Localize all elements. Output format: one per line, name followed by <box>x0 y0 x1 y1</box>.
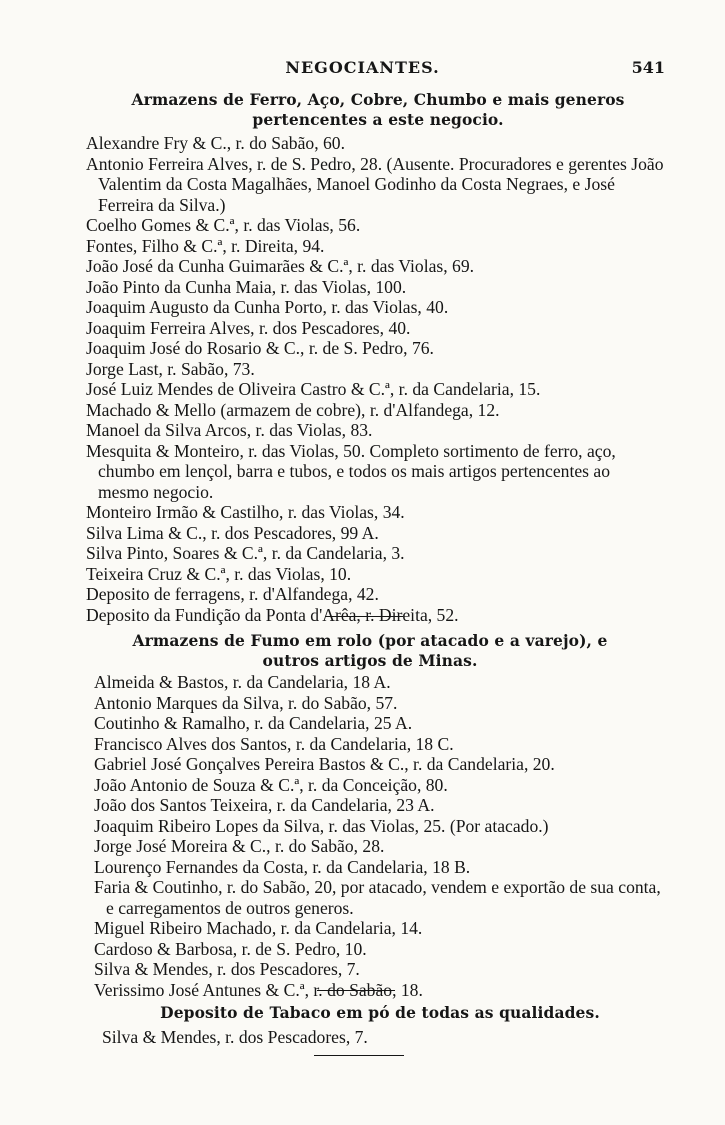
list-item: Jorge José Moreira & C., r. do Sabão, 28. <box>94 836 385 856</box>
entries-list-tabaco <box>102 1027 662 1048</box>
list-item: Coelho Gomes & C.ª, r. das Violas, 56. <box>86 215 361 235</box>
section-divider <box>325 616 403 617</box>
list-item: Antonio Ferreira Alves, r. de S. Pedro, 28. (Ausente. Procuradores e gerentes João Valentim da Costa Magalhães, Manoel Godinho da Costa Negraes, e José Ferreira da Silva.) <box>86 153 664 215</box>
section-title-tabaco: Deposito de Tabaco em pó de todas as qualidades. <box>160 1003 600 1022</box>
list-item: João Antonio de Souza & C.ª, r. da Conceição, 80. <box>94 774 448 795</box>
section-divider <box>317 990 395 991</box>
entries-list-fumo <box>94 672 664 1000</box>
list-item: Machado & Mello (armazem de cobre), r. d'Alfandega, 12. <box>86 399 500 420</box>
entries-list-ferro <box>86 133 664 625</box>
list-item: Mesquita & Monteiro, r. das Violas, 50. Completo sortimento de ferro, aço, chumbo em lençol, barra e tubos, e todos os mais artigos pertencentes ao mesmo negocio. <box>86 440 616 502</box>
list-item: Fontes, Filho & C.ª, r. Direita, 94. <box>86 235 325 256</box>
list-item: João Pinto da Cunha Maia, r. das Violas, 100. <box>86 276 407 297</box>
list-item: Joaquim José do Rosario & C., r. de S. Pedro, 76. <box>86 338 434 358</box>
section-divider <box>314 1055 404 1056</box>
list-item: Verissimo José Antunes & C.ª, r. do Sabão, 18. <box>94 979 423 1000</box>
list-item: Monteiro Irmão & Castilho, r. das Violas, 34. <box>86 502 405 522</box>
page-number: 541 <box>631 58 665 77</box>
page-header <box>0 58 725 82</box>
list-item: Deposito da Fundição da Ponta d'Arêa, r. Direita, 52. <box>86 604 459 625</box>
list-item: Miguel Ribeiro Machado, r. da Candelaria, 14. <box>94 918 423 938</box>
list-item: Silva & Mendes, r. dos Pescadores, 7. <box>94 959 360 979</box>
section-title-ferro: Armazens de Ferro, Aço, Cobre, Chumbo e mais generos pertencentes a este negocio. <box>131 90 625 129</box>
list-item: Deposito de ferragens, r. d'Alfandega, 42. <box>86 584 379 604</box>
list-item: Coutinho & Ramalho, r. da Candelaria, 25 A. <box>94 713 413 733</box>
list-item: Teixeira Cruz & C.ª, r. das Violas, 10. <box>86 563 352 584</box>
list-item: Joaquim Ferreira Alves, r. dos Pescadores, 40. <box>86 317 411 338</box>
section-title-fumo: Armazens de Fumo em rolo (por atacado e a varejo), e outros artigos de Minas. <box>132 631 608 670</box>
list-item: Alexandre Fry & C., r. do Sabão, 60. <box>86 133 345 153</box>
list-item: Almeida & Bastos, r. da Candelaria, 18 A. <box>94 672 391 692</box>
list-item: João José da Cunha Guimarães & C.ª, r. das Violas, 69. <box>86 256 475 276</box>
running-title: NEGOCIANTES. <box>285 58 440 77</box>
list-item: Manoel da Silva Arcos, r. das Violas, 83. <box>86 420 373 440</box>
list-item: Francisco Alves dos Santos, r. da Candelaria, 18 C. <box>94 733 454 754</box>
list-item: Lourenço Fernandes da Costa, r. da Candelaria, 18 B. <box>94 856 471 877</box>
list-item: Antonio Marques da Silva, r. do Sabão, 57. <box>94 692 398 713</box>
list-item: Silva Lima & C., r. dos Pescadores, 99 A. <box>86 522 379 543</box>
list-item: João dos Santos Teixeira, r. da Candelaria, 23 A. <box>94 795 435 815</box>
list-item: Joaquim Ribeiro Lopes da Silva, r. das Violas, 25. (Por atacado.) <box>94 815 549 836</box>
list-item: Cardoso & Barbosa, r. de S. Pedro, 10. <box>94 938 367 959</box>
list-item: Silva Pinto, Soares & C.ª, r. da Candelaria, 3. <box>86 543 405 563</box>
list-item: Gabriel José Gonçalves Pereira Bastos & C., r. da Candelaria, 20. <box>94 754 555 774</box>
list-item: Faria & Coutinho, r. do Sabão, 20, por atacado, vendem e exportão de sua conta, e carregamentos de outros generos. <box>94 877 661 918</box>
list-item: Joaquim Augusto da Cunha Porto, r. das Violas, 40. <box>86 297 449 317</box>
list-item: Silva & Mendes, r. dos Pescadores, 7. <box>102 1027 368 1047</box>
list-item: Jorge Last, r. Sabão, 73. <box>86 358 255 379</box>
list-item: José Luiz Mendes de Oliveira Castro & C.ª, r. da Candelaria, 15. <box>86 379 541 399</box>
